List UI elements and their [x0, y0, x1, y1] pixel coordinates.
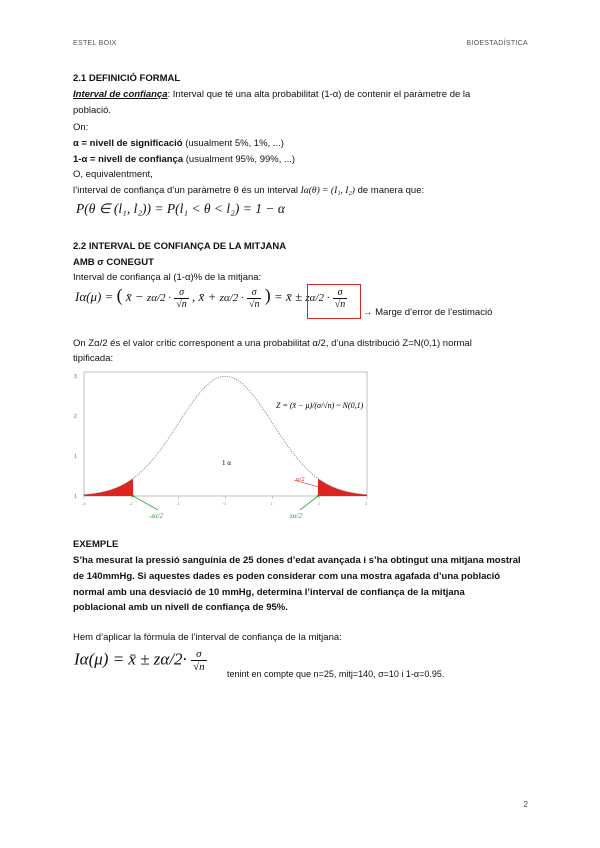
x-tick-label: 3: [365, 501, 368, 506]
example-formula-lhs: Iα(μ) = x̄ ± zα/2·: [74, 649, 187, 669]
given-values-text: tenint en compte que n=25, mitj=140, σ=10 i 1-α=0.95.: [227, 669, 445, 679]
interval-end: de manera que:: [357, 185, 425, 196]
fraction-margin: $\frac{\sigma}{√n}$: [334, 286, 346, 310]
tail-area-label: α/2: [296, 476, 305, 483]
definition-line: [73, 87, 470, 102]
y-tick-label: 1: [74, 494, 77, 500]
formula-z-left: zα/2 ·: [146, 292, 172, 304]
example-formula: [74, 648, 207, 673]
header-author: ESTEL BOIX: [73, 40, 117, 47]
formula-lhs: Iα(μ) =: [75, 289, 114, 304]
example-line-1: S’ha mesurat la pressió sanguínia de 25 dones d’edat avançada i s’ha obtingut una mitjana mostral: [73, 555, 521, 566]
x-tick-label: 2: [317, 501, 321, 506]
x-tick-label: 0: [223, 501, 226, 506]
left-critical-label: -zα/2: [149, 512, 164, 520]
x-tick-label: -1: [176, 501, 180, 506]
left-critical-arrow-head: [132, 495, 134, 497]
formula-z-right: zα/2 ·: [219, 292, 244, 304]
equivalently-text: O, equivalentment,: [73, 169, 153, 180]
y-tick-label: 1: [74, 454, 77, 460]
margin-of-error-note: → Marge d’error de l’estimació: [363, 307, 493, 318]
confidence-note: (usualment 95%, 99%, ...): [183, 154, 296, 165]
x-tick-label: 1: [270, 501, 273, 506]
formula-comma: , x̄ +: [192, 289, 217, 304]
on-label: On:: [73, 122, 89, 133]
margin-of-error-highlight: [307, 284, 361, 319]
alpha-note: (usualment 5%, 1%, ...): [182, 138, 284, 149]
formula-equals-pm: = x̄ ±: [273, 289, 303, 304]
apply-formula-text: Hem d’aplicar la fórmula de l’interval de confiança de la mitjana:: [73, 632, 342, 643]
fraction-left: $\frac{\sigma}{√n}$: [176, 286, 187, 310]
definition-line-2: població.: [73, 105, 112, 116]
probability-formula: P(θ ∈ (l₁, l₂)) = P(l₁ < θ < l₂) = 1 − α: [76, 201, 285, 216]
section-title-2-1: 2.1 DEFINICIÓ FORMAL: [73, 73, 181, 84]
alpha-term: α = nivell de significació: [73, 138, 183, 149]
critical-value-text-2: tipificada:: [73, 353, 114, 364]
x-tick-label: -3: [82, 501, 86, 506]
interval-definition: [73, 183, 424, 199]
interval-formula: Iα(θ) = (I₁, I₂): [300, 186, 355, 196]
right-critical-arrow: [300, 496, 318, 510]
normal-distribution-chart: [70, 368, 370, 528]
formula-close-paren: ): [264, 285, 271, 305]
interval-text: l’interval de confiança d’un paràmetre θ és un interval: [73, 185, 298, 196]
example-line-4: poblacional amb un nivell de confiança de 95%.: [73, 602, 288, 613]
y-tick-label: 2: [74, 414, 77, 420]
z-statistic-annotation: Z = (x̄ − μ)/(σ/√n) ~ N(0,1): [276, 401, 364, 410]
formula-z-margin: zα/2 ·: [305, 292, 330, 304]
confidence-definition: [73, 152, 295, 167]
header-subject: BIOESTADÍSTICA: [466, 40, 528, 47]
definition-text: : Interval que té una alta probabilitat (1-α) de contenir el paràmetre de la: [167, 89, 471, 100]
right-critical-label: zα/2: [290, 512, 302, 520]
y-tick-label: 3: [74, 374, 77, 380]
example-line-3: normal amb una desviació de 10 mmHg, determina l’interval de confiança de la mitjana: [73, 587, 465, 598]
confidence-term: 1-α = nivell de confiança: [73, 154, 184, 165]
section-title-2-2: 2.2 INTERVAL DE CONFIANÇA DE LA MITJANA: [73, 241, 287, 252]
formula-minus: −: [134, 289, 144, 304]
section-subtitle: AMB σ CONEGUT: [73, 257, 154, 268]
plot-frame: [84, 372, 367, 496]
example-fraction: $\frac{\sigma}{√n}$: [193, 648, 205, 673]
definition-term: Interval de confiança: [73, 89, 168, 100]
critical-value-text: On Zα/2 és el valor crític corresponent a una probabilitat α/2, d’una distribució Z=N(0,1) normal: [73, 338, 472, 349]
formula-open-paren: (: [116, 285, 123, 305]
formula-xbar: x̄: [125, 289, 132, 304]
right-critical-arrow-head: [317, 495, 319, 497]
interval-intro: Interval de confiança al (1-α)% de la mitjana:: [73, 272, 262, 283]
fraction-right: $\frac{\sigma}{√n}$: [248, 286, 260, 310]
example-line-2: de 140mmHg. Si aquestes dades es poden considerar com una mostra agafada d’una població: [73, 571, 501, 582]
alpha-definition: [73, 136, 284, 151]
example-title: EXEMPLE: [73, 539, 119, 550]
center-area-label: 1 α: [222, 459, 231, 467]
x-tick-label: -2: [129, 501, 133, 506]
left-critical-arrow: [133, 496, 158, 510]
page-number: 2: [523, 800, 528, 809]
